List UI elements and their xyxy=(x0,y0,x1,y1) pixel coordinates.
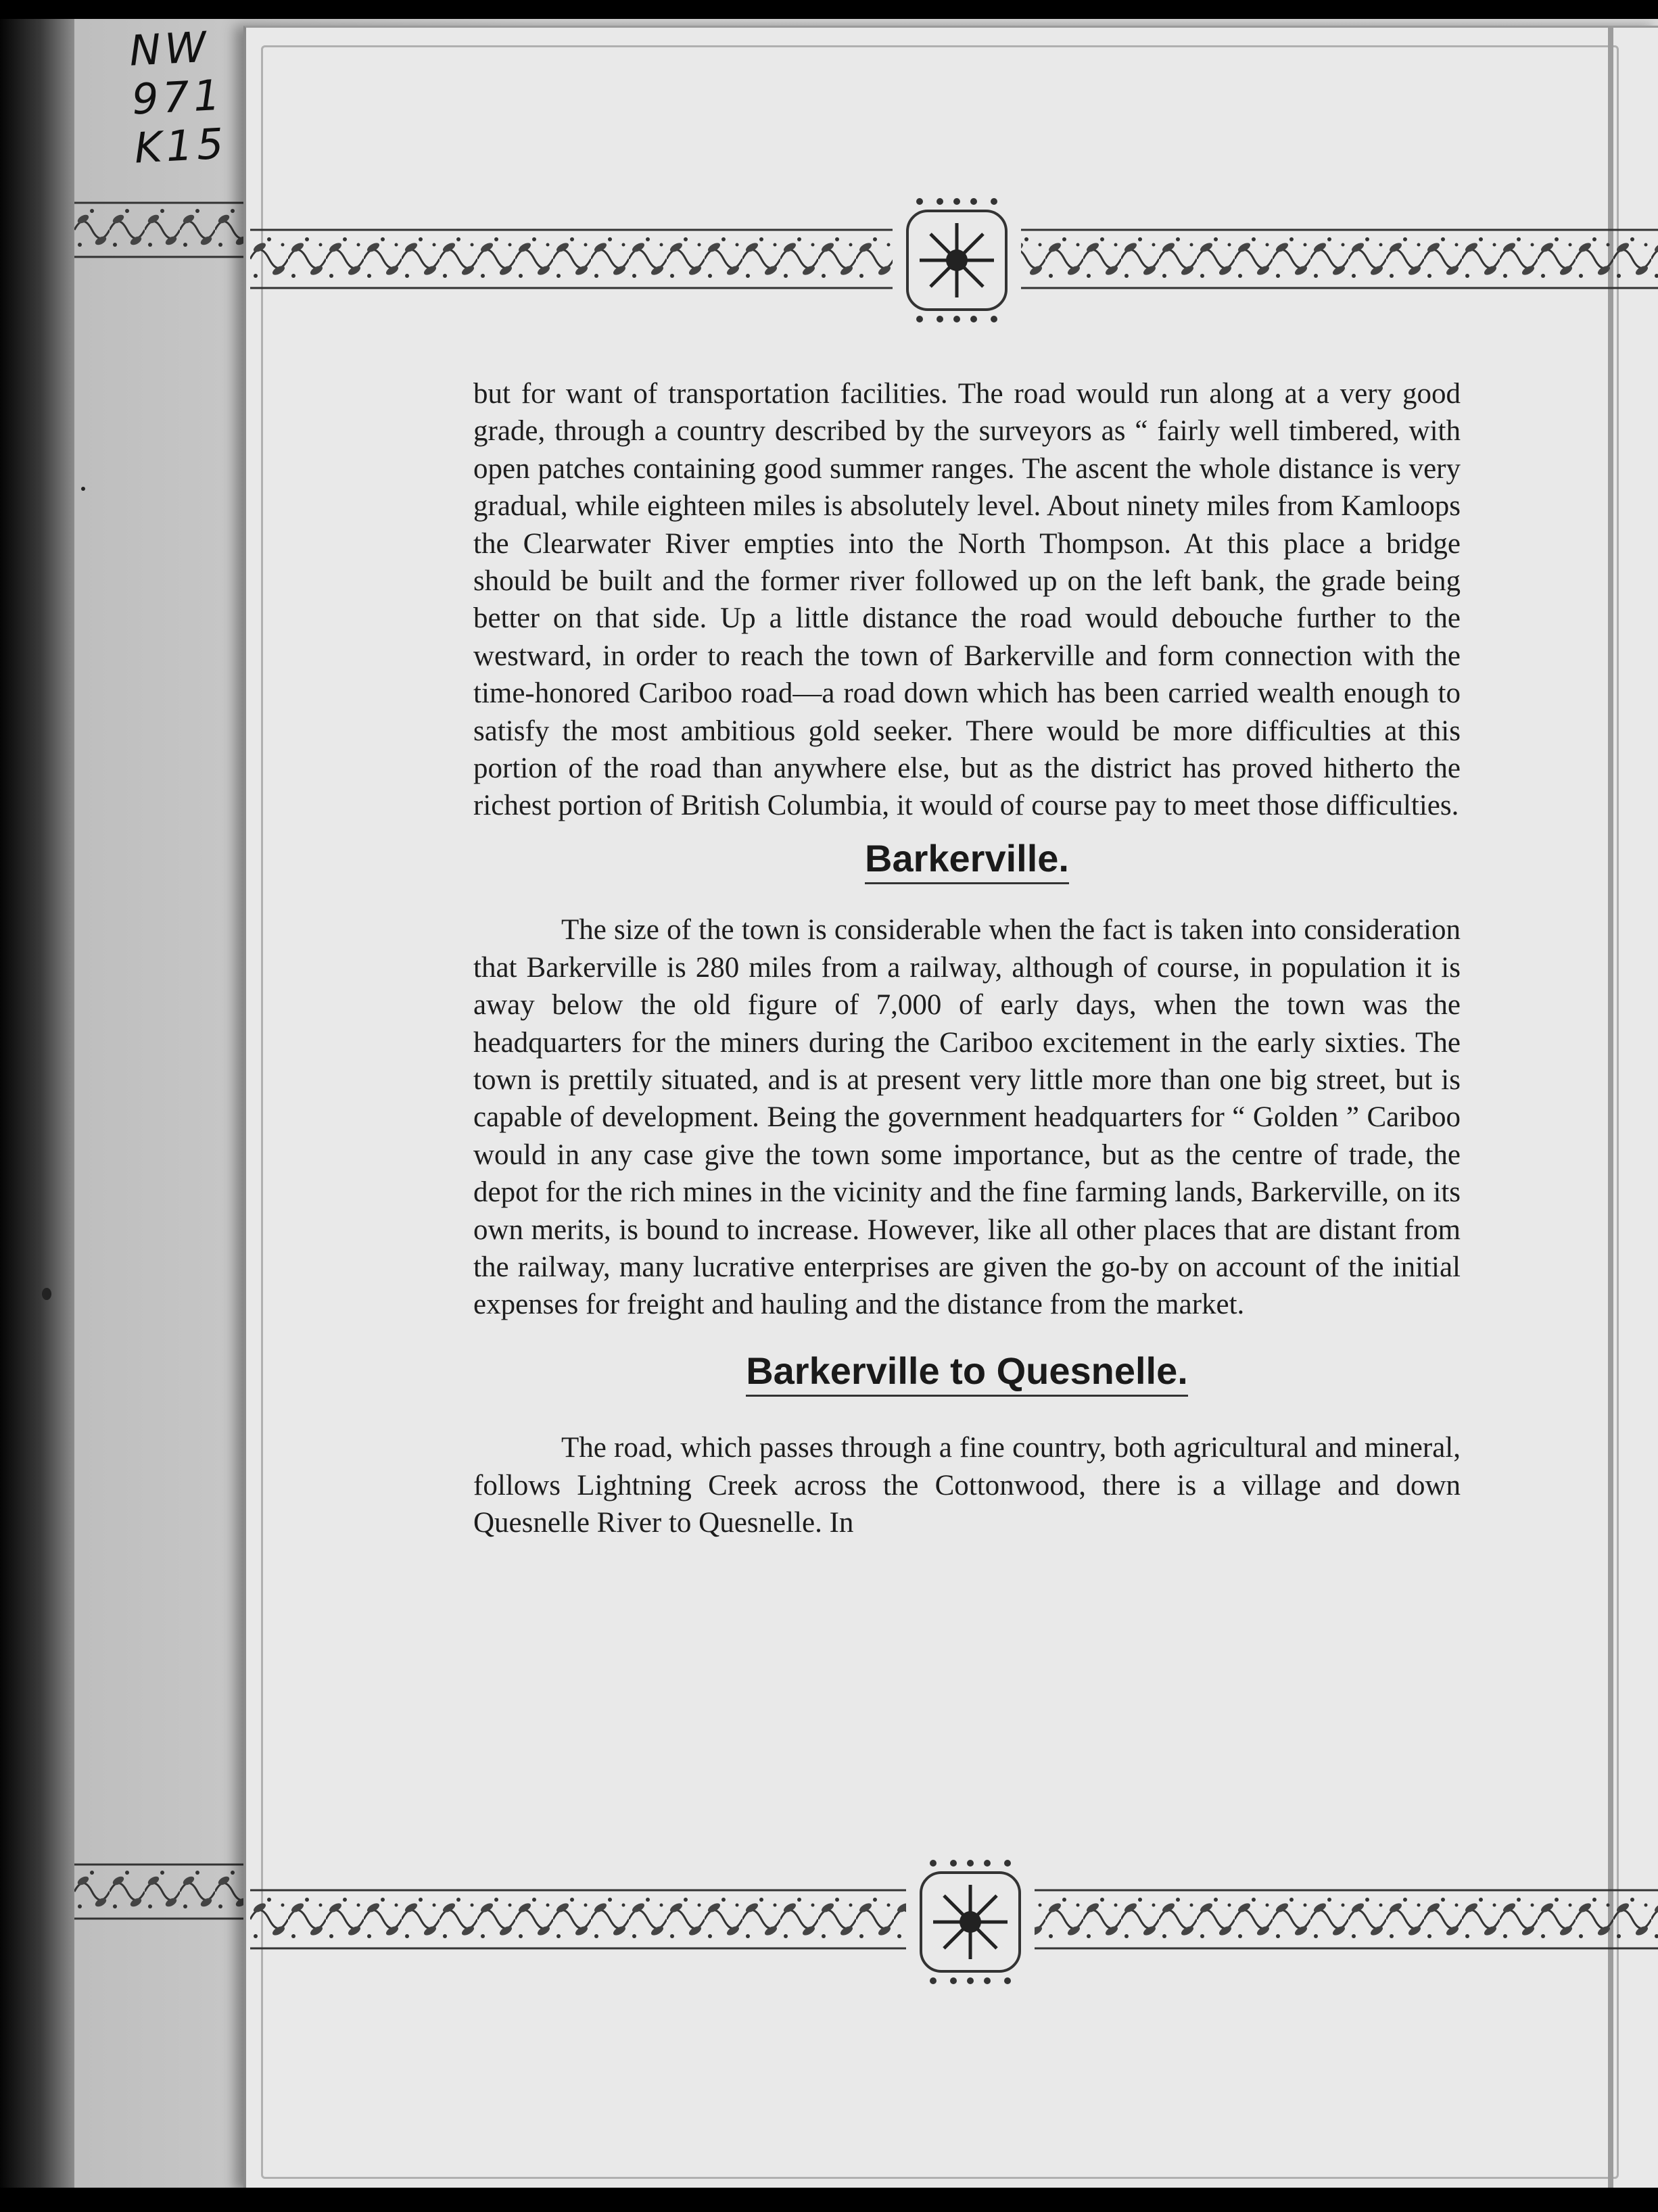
body-paragraph: but for want of transportation facilities. The road would run along at a very good grade, through a country described by the surveyors as “ fairly well timbered, with open patches containing good summer ranges. The ascent the whole distance is very gradual, while eighteen miles is absolutely level. About ninety miles from Kamloops the Clearwater River empties into the North Thompson. At this place a bridge should be built and the former river followed up on the left bank, the grade being better on that side. Up a little distance the road would debouche further to the westward, in order to reach the town of Barkerville and form connection with the time-honored Cariboo road—a road down which has been carried wealth enough to satisfy the most ambitious gold seeker. There would be more difficulties at this portion of the road than anywhere else, but as the district has proved hitherto the richest portion of British Columbia, it would of course pay to meet those difficulties. xyxy=(473,378,1461,822)
section-heading-barkerville-to-quesnelle xyxy=(473,1349,1461,1397)
scan-speck xyxy=(81,487,85,491)
scan-bottom-edge xyxy=(0,2188,1658,2212)
handwritten-note-line: NW xyxy=(128,22,212,76)
body-paragraph: The size of the town is considerable when the fact is taken into consideration that Barkerville is 280 miles from a railway, although of course, in population it is away below the old figure of 7,000 of early days, when the town was the headquarters for the miners during the Cariboo excitement in the early sixties. The town is prettily situated, and is at present very little more than one big street, but is capable of development. Being the government headquarters for “ Golden ” Cariboo would in any case give the town some importance, but as the centre of trade, the depot for the rich mines in the vicinity and the fine farming lands, Barkerville, on its own merits, is bound to increase. However, like all other places that are distant from the railway, many lucrative enterprises are given the go-by on account of the initial expenses for freight and hauling and the distance from the market. xyxy=(473,914,1461,1321)
scan-speck xyxy=(42,1288,51,1300)
handwritten-note-line: K15 xyxy=(133,118,229,173)
body-paragraph: The road, which passes through a fine country, both agricultural and mineral, follows Lightning Creek across the Cottonwood, there is a village and down Quesnelle River to Quesnelle. In xyxy=(473,1432,1461,1539)
handwritten-catalog-note xyxy=(128,20,257,172)
article-body xyxy=(473,375,1461,1541)
scan-left-edge xyxy=(0,0,74,2212)
top-border-left-strip xyxy=(74,196,250,264)
section-heading-text: Barkerville to Quesnelle. xyxy=(746,1352,1188,1397)
section-heading-barkerville xyxy=(473,836,1461,884)
section-heading-text: Barkerville. xyxy=(865,840,1069,884)
bottom-border-left-strip xyxy=(74,1858,250,1925)
scan-top-edge xyxy=(0,0,1658,19)
handwritten-note-line: 971 xyxy=(131,70,226,124)
bottom-rosette-ornament xyxy=(906,1858,1035,1986)
page-fold-line xyxy=(1608,26,1613,2189)
top-rosette-ornament xyxy=(893,196,1021,324)
